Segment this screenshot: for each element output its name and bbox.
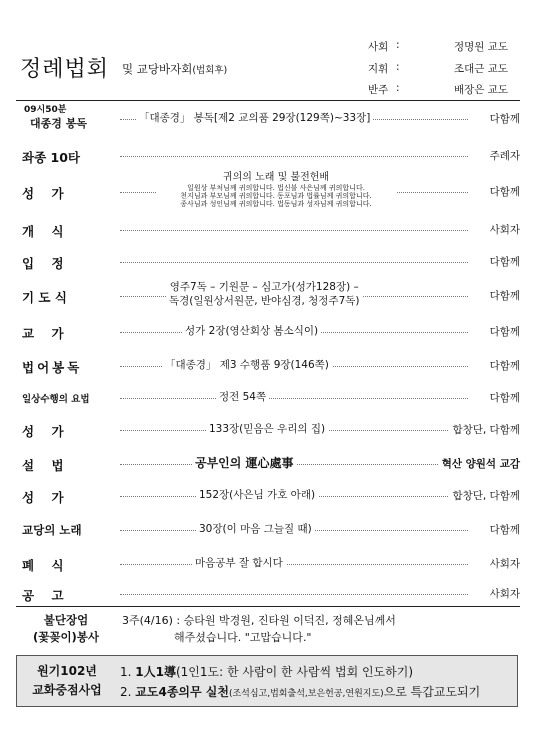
altar-service-notice bbox=[16, 610, 520, 652]
row-label: 설 법 bbox=[22, 458, 64, 473]
row-performer: 다함께 bbox=[487, 288, 520, 303]
goal-item-2 bbox=[120, 683, 480, 700]
refuge-title: 귀의의 노래 및 불전헌배 bbox=[222, 172, 330, 183]
goal-note: (조석심고,법회출석,보은헌공,연원지도) bbox=[228, 689, 384, 699]
row-content: 정전 54쪽 bbox=[216, 389, 269, 404]
row-performer: 사회자 bbox=[487, 222, 520, 237]
prayer-line: 영주7독 – 기원문 – 심고가(성가128장) – bbox=[169, 281, 359, 293]
program-row-daily-practice bbox=[16, 386, 520, 410]
dotted-leader bbox=[120, 156, 468, 157]
row-performer: 다함께 bbox=[487, 390, 520, 405]
row-label: 성 가 bbox=[22, 424, 64, 439]
program-row-anthem bbox=[16, 320, 520, 344]
row-label: 기 도 식 bbox=[22, 290, 67, 305]
row-performer: 혁산 양원석 교감 bbox=[439, 456, 520, 471]
staff-row-accompanist bbox=[368, 82, 508, 100]
refuge-line: 종사님과 성인님께 귀의합니다. 법동님과 성자님께 귀의합니다. bbox=[180, 200, 372, 208]
row-content: 133장(믿음은 우리의 집) bbox=[206, 421, 328, 436]
staff-colon: : bbox=[396, 61, 400, 73]
row-label: 성 가 bbox=[22, 490, 64, 505]
goal-main: 교도4종의무 실천 bbox=[135, 685, 229, 699]
staff-role: 지휘 bbox=[368, 63, 389, 75]
dotted-leader bbox=[120, 262, 468, 263]
row-content: 성가 2장(영산회상 봄소식이) bbox=[182, 323, 321, 338]
notice-label bbox=[16, 612, 116, 646]
row-content: 152장(사은님 가호 아래) bbox=[196, 487, 318, 502]
page-subtitle bbox=[122, 61, 227, 77]
row-label: 폐 식 bbox=[22, 558, 64, 573]
program-row-announcements bbox=[16, 582, 520, 606]
row-performer: 다함께 bbox=[487, 184, 520, 199]
program-row-opening bbox=[16, 218, 520, 242]
start-time: 09시50분 bbox=[24, 105, 67, 115]
row-performer: 다함께 bbox=[487, 358, 520, 373]
dotted-leader bbox=[120, 594, 468, 595]
program-row-dharma-reading bbox=[16, 354, 520, 378]
staff-name: 조대근 교도 bbox=[453, 63, 508, 75]
prayer-line: 독경(일원상서원문, 반야심경, 청정주7독) bbox=[169, 295, 360, 307]
row-performer: 합창단, 다함께 bbox=[449, 488, 520, 503]
staff-row-conductor bbox=[368, 61, 508, 79]
prayer-block bbox=[166, 280, 363, 308]
staff-role: 반주 bbox=[368, 84, 389, 96]
row-performer: 사회자 bbox=[487, 556, 520, 571]
dotted-leader bbox=[120, 398, 468, 399]
program-row-hymn-152 bbox=[16, 484, 520, 508]
row-label: 교 가 bbox=[22, 326, 64, 341]
row-label: 법어봉독 bbox=[22, 360, 83, 375]
row-content: 「대종경」 봉독[제2 교의품 29장(129쪽)~33장] bbox=[136, 110, 373, 125]
notice-label-line: 불단장엄 bbox=[43, 613, 89, 627]
staff-name: 배장은 교도 bbox=[453, 84, 508, 96]
dotted-leader bbox=[120, 230, 468, 231]
row-label: 좌종 10타 bbox=[22, 150, 80, 165]
staff-role: 사회 bbox=[368, 41, 389, 53]
goal-detail: (1인1도: 한 사람이 한 사람씩 법회 인도하기) bbox=[175, 665, 414, 679]
goal-item-1 bbox=[120, 663, 413, 680]
program-row-closing bbox=[16, 552, 520, 576]
row-performer: 다함께 bbox=[487, 254, 520, 269]
program-row-meditation bbox=[16, 250, 520, 274]
row-performer: 다함께 bbox=[487, 522, 520, 537]
goal-main: 1人1導 bbox=[135, 665, 176, 679]
program-row-prayer bbox=[16, 281, 520, 308]
goal-number: 2. bbox=[120, 685, 132, 699]
row-label: 공 고 bbox=[22, 588, 64, 603]
goals-label-line: 원기102년 bbox=[37, 664, 97, 678]
goals-label-line: 교화중점사업 bbox=[32, 683, 102, 697]
goal-detail: 으로 특갑교도되기 bbox=[383, 685, 481, 699]
row-label: 일상수행의 요법 bbox=[22, 394, 90, 405]
notice-text-line: 3주(4/16) : 승타원 박경원, 진타원 이덕진, 정혜온님께서 bbox=[122, 614, 396, 627]
notice-text bbox=[122, 612, 396, 646]
program-divider bbox=[16, 606, 520, 607]
goals-label bbox=[17, 662, 117, 700]
notice-label-line: (꽃꽂이)봉사 bbox=[32, 630, 100, 644]
staff-colon: : bbox=[396, 82, 400, 94]
row-content: 마음공부 잘 합시다 bbox=[192, 555, 286, 570]
row-content: 「대종경」 제3 수행품 9장(146쪽) bbox=[162, 357, 332, 372]
program-row-hymn-133 bbox=[16, 418, 520, 442]
refuge-block bbox=[156, 172, 396, 208]
row-performer: 합창단, 다함께 bbox=[449, 422, 520, 437]
staff-colon: : bbox=[396, 39, 400, 51]
sermon-title: 공부인의 運心處事 bbox=[192, 454, 297, 471]
refuge-line: 일원상 부처님께 귀의합니다. 법신불 사은님께 귀의합니다. bbox=[187, 184, 365, 192]
row-performer: 다함께 bbox=[487, 111, 520, 126]
row-label: 성 가 bbox=[22, 186, 64, 201]
program-row-sermon bbox=[16, 452, 520, 476]
header-divider bbox=[16, 100, 520, 101]
row-content: 30장(이 마음 그늘질 때) bbox=[196, 521, 315, 536]
subtitle-note: (법회후) bbox=[192, 65, 228, 76]
row-label: 교당의 노래 bbox=[22, 523, 82, 537]
row-performer: 주례자 bbox=[487, 148, 520, 163]
program-row-temple-song bbox=[16, 518, 520, 542]
row-performer: 다함께 bbox=[487, 324, 520, 339]
row-performer: 사회자 bbox=[487, 586, 520, 601]
program-row-scripture bbox=[16, 107, 520, 131]
page-title: 정례법회 bbox=[20, 57, 110, 82]
program-row-bell bbox=[16, 144, 520, 168]
row-label: 대종경 봉독 bbox=[30, 117, 87, 130]
focus-projects-box bbox=[16, 655, 518, 707]
subtitle-text: 및 교당바자회 bbox=[122, 62, 193, 76]
row-label: 개 식 bbox=[22, 224, 64, 239]
program-row-refuge-hymn bbox=[16, 172, 520, 208]
refuge-line: 천지님과 부모님께 귀의합니다. 동포님과 법률님께 귀의합니다. bbox=[180, 192, 372, 200]
dotted-leader bbox=[120, 564, 468, 565]
goal-number: 1. bbox=[120, 665, 132, 679]
staff-row-host bbox=[368, 39, 508, 57]
row-label: 입 정 bbox=[22, 256, 64, 271]
staff-name: 정명원 교도 bbox=[453, 41, 508, 53]
notice-text-line: 해주셨습니다. "고맙습니다." bbox=[174, 631, 312, 644]
